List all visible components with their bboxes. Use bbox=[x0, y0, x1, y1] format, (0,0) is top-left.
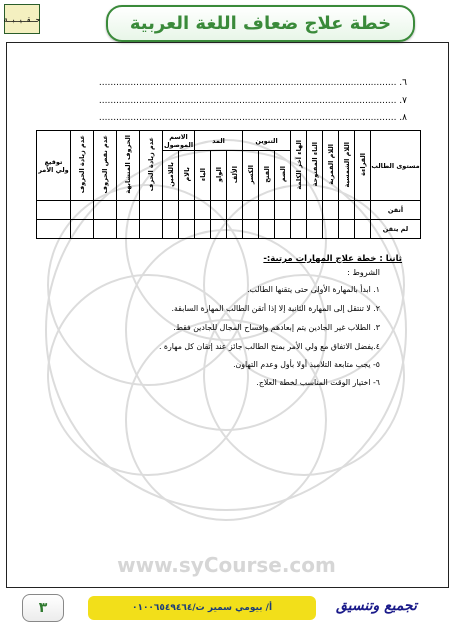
condition-item: ٦- اختيار الوقت المناسب لخطة العلاج. bbox=[256, 378, 380, 387]
page-border bbox=[6, 42, 449, 588]
header-madd: المد bbox=[195, 131, 243, 151]
compiled-by-label: تجميع وتنسيق bbox=[336, 598, 417, 614]
row-label: أتقن bbox=[371, 201, 421, 220]
header-end-ha: الهاء آخر الكلمة bbox=[291, 131, 307, 201]
header-similar: الحروف المتشابهة bbox=[117, 131, 140, 201]
subheader-tanween: الفتح bbox=[259, 151, 275, 201]
subheader-tanween: الكسر bbox=[243, 151, 259, 201]
condition-item: ١. ابدأ بالمهارة الأولى حتى يتقنها الطالب. bbox=[247, 285, 380, 294]
header-open-taa: التاء المفتوحة bbox=[307, 131, 323, 201]
header-qamariya: اللام القمرية bbox=[323, 131, 339, 201]
header-missing: عدم نقص الحروف bbox=[94, 131, 117, 201]
header-extra: عدم زيادة الحروف bbox=[71, 131, 94, 201]
page-title: خطة علاج ضعاف اللغة العربية bbox=[129, 13, 392, 34]
subheader-madd: الألف bbox=[227, 151, 243, 201]
header-shamsiya: اللام الشمسية bbox=[339, 131, 355, 201]
table-row bbox=[37, 201, 421, 220]
header-tanween: التنوين bbox=[243, 131, 291, 151]
footer bbox=[0, 588, 453, 636]
dotted-line: ٦. ........................................................................................................ bbox=[98, 78, 407, 88]
section-title: ثانيا : خطة علاج المهارات مرتبة:- bbox=[263, 254, 402, 264]
condition-item: ٣. الطلاب غير الجادين يتم إبعادهم وإفساح المجال للجادين فقط. bbox=[173, 323, 380, 332]
subheader-mawsool: بالام bbox=[179, 151, 195, 201]
site-logo: حــقــيــبــة bbox=[4, 4, 40, 34]
author-name: أ/ بيومي سمير ت/٠١٠٠٦٥٤٩٤٦٤ bbox=[131, 603, 273, 613]
header-level: مستوى الطالب bbox=[371, 131, 421, 201]
header-reading: القراءة bbox=[355, 131, 371, 201]
subheader-mawsool: باللامين bbox=[163, 151, 179, 201]
skills-table bbox=[36, 130, 420, 238]
header-mawsool: الاسم الموصول bbox=[163, 132, 194, 149]
site-watermark: www.syCourse.com bbox=[117, 553, 336, 577]
header-omitted: عدم زيادة الحرف bbox=[140, 131, 163, 201]
subheader-tanween: الضم bbox=[275, 151, 291, 201]
dotted-line: ٨. ........................................................................................................ bbox=[98, 113, 407, 123]
condition-item: ٤.يفضل الاتفاق مع ولي الأمر بمنح الطالب جائز عند إتقان كل مهارة . bbox=[158, 342, 380, 351]
page-number: ٣ bbox=[22, 594, 64, 622]
condition-item: ٥- يجب متابعة التلاميذ أولا بأول وعدم التهاون. bbox=[233, 360, 380, 369]
subheader-madd: الياء bbox=[195, 151, 211, 201]
dotted-line: ٧. ........................................................................................................ bbox=[98, 96, 407, 106]
table-row bbox=[37, 220, 421, 239]
subheader-madd: الواو bbox=[211, 151, 227, 201]
row-label: لم يتقن bbox=[371, 220, 421, 239]
header-signature: توقيع ولي الأمر bbox=[37, 131, 71, 201]
condition-item: ٢. لا تنتقل إلى المهارة الثانية إلا إذا أتقن الطالب المهارة السابقة. bbox=[171, 304, 380, 313]
conditions-label: الشروط : bbox=[347, 268, 380, 277]
title-banner bbox=[106, 5, 415, 42]
author-banner bbox=[88, 596, 316, 620]
